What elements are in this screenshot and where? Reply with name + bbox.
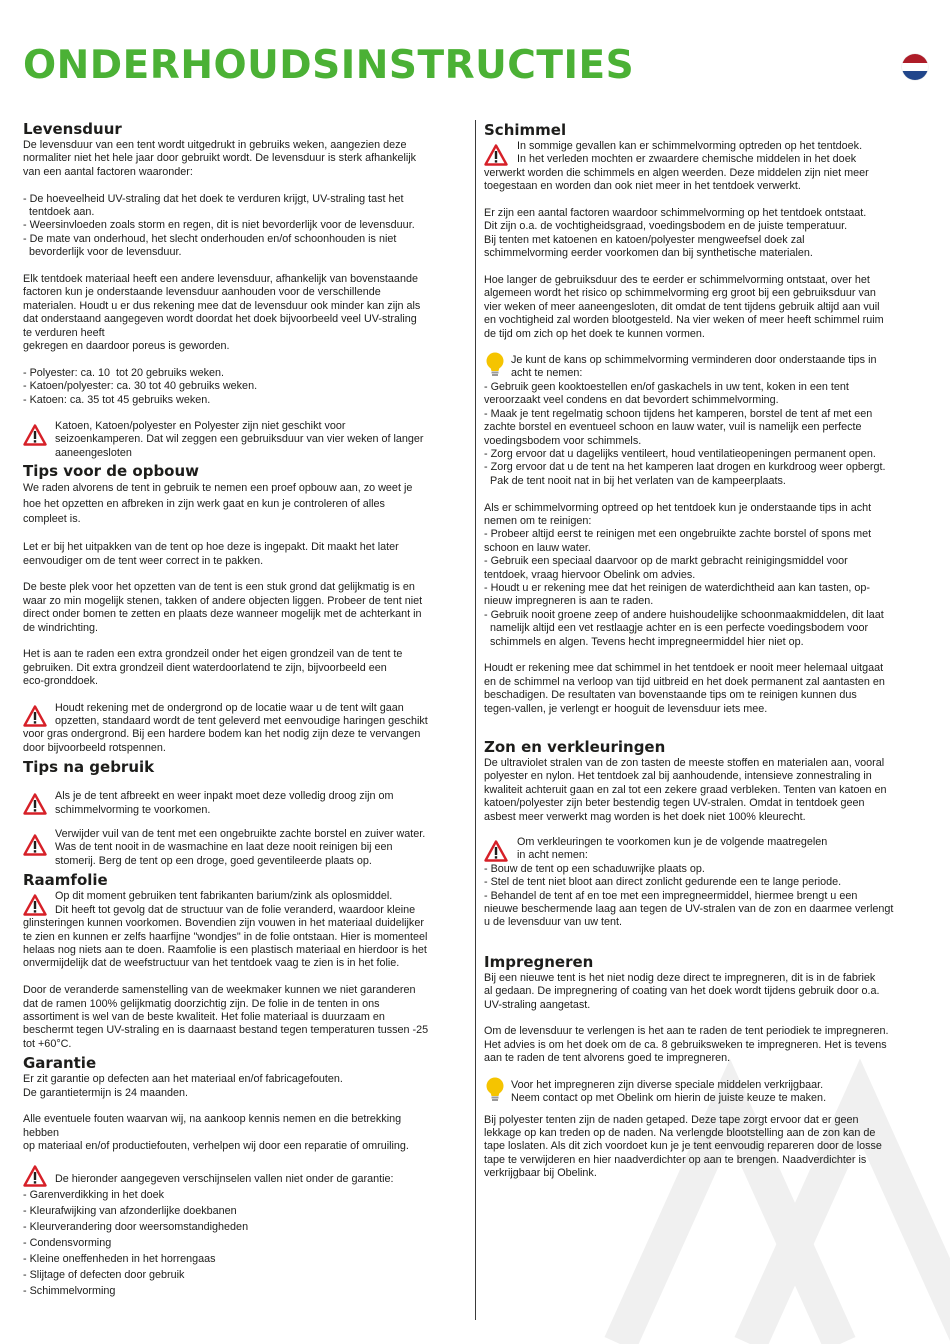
list-item: - Kleurverandering door weersomstandigheden — [23, 1220, 249, 1233]
paragraph: Bij polyester tenten zijn de naden getaped. Deze tape zorgt ervoor dat er geen lekkage op kan treden op de naden. Na verlengde blootstelling aan de zon kan de tape loslaten. Als dit zich voordoet kun je je tent eenvoudig repareren door de losse tape te verwijderen en hier naadverdichter op aan te brengen. Naadverdichter is verkrijgbaar bij Obelink. — [484, 1113, 882, 1180]
paragraph: Het is aan te raden een extra grondzeil onder het eigen grondzeil van de tent te gebruiken. Dit extra grondzeil dient waterdoorlatend te zijn, bijvoorbeeld een eco-gronddoek. — [23, 648, 403, 688]
warning-text: In sommige gevallen kan er schimmelvorming optreden op het tentdoek. In het verleden mochten er zwaardere chemische middelen in het doek — [517, 140, 863, 166]
list-item: - Garenverdikking in het doek — [23, 1188, 165, 1201]
list-item: - Condensvorming — [23, 1236, 112, 1249]
page-title: ONDERHOUDSINSTRUCTIES — [23, 43, 635, 88]
warning-note — [23, 1165, 468, 1187]
section-na-gebruik — [23, 758, 468, 868]
section-raamfolie — [23, 871, 468, 1051]
warning-text: Houdt rekening met de ondergrond op de locatie waar u de tent wilt gaan opzetten, standaard wordt de tent geleverd met eenvoudige haringen geschikt — [55, 701, 428, 728]
section-heading: Raamfolie — [23, 871, 108, 890]
measure-list: - Bouw de tent op een schaduwrijke plaats op. - Stel de tent niet bloot aan direct zonlicht gedurende een te lange periode. - Behandel de tent af en toe met een impregneermiddel, hiermee brengt u een nieuwe beschermende laag aan tegen de UV-stralen van de zon en daarmee verlengt u de levensduur van uw tent. — [484, 862, 894, 929]
exclusion-list — [23, 1187, 468, 1299]
warning-note — [23, 790, 468, 817]
section-impregneren — [484, 953, 929, 1181]
tip-text: Voor het impregneren zijn diverse speciale middelen verkrijgbaar. Neem contact op met Obelink om hierin de juiste keuze te maken. — [511, 1078, 827, 1105]
warning-triangle-icon — [23, 793, 47, 815]
warning-text: Om verkleuringen te voorkomen kun je de volgende maatregelen in acht nemen: — [517, 836, 828, 862]
warning-triangle-icon — [484, 144, 508, 166]
paragraph: Houdt er rekening mee dat schimmel in het tentdoek er nooit meer helemaal uitgaat en de schimmel na verloop van tijd uitbreid en het doek permanent zal aantasten en beschadigen. De resultaten van bovenstaande tips om te reinigen kunnen dus tegen-vallen, je verlengt er hooguit de levensduur iets mee. — [484, 662, 885, 715]
paragraph: Elk tentdoek materiaal heeft een andere levensduur, afhankelijk van bovenstaande factoren kun je onderstaande levensduur aanhouden voor de verschillende materialen. Houdt u er dus rekening mee dat de levensduur ook minder kan zijn als dat onderstaand aangegeven wordt doordat het doek bijvoorbeeld veel UV-straling te verduren heeft gekregen en daardoor poreus is geworden. — [23, 273, 421, 353]
list-item: - Slijtage of defecten door gebruik — [23, 1268, 185, 1281]
warning-text-continued: verwerkt worden die schimmels en algen weerden. Deze middelen zijn niet meer toegestaan en worden dan ook niet meer in het tentdoek verwerkt. — [484, 166, 869, 193]
tip-note — [484, 1077, 929, 1106]
warning-triangle-icon — [23, 894, 47, 916]
dutch-flag-icon — [902, 54, 928, 80]
section-opbouw — [23, 462, 468, 755]
warning-text: Verwijder vuil van de tent met een ongebruikte zachte borstel en zuiver water. Was de tent nooit in de wasmachine en laat deze nooit reinigen bij een stomerij. Berg de tent op een droge, goed geventileerde plaats op. — [55, 828, 426, 867]
list-item: - Kleine oneffenheden in het horrengaas — [23, 1252, 216, 1265]
warning-text-continued: glinsteringen kunnen voorkomen. Bovendien zijn vouwen in het materiaal duidelijker te zien en kunnen er zelfs haarfijne "wondjes" in de folie ontstaan. Hier is momenteel helaas nog niets aan te doen. Raamfolie is een plastisch materiaal en hierdoor is het onvermijdelijk dat de weefstructuur van het tentdoek vaag te zien is in het folie. — [23, 917, 428, 970]
duration-list: - Polyester: ca. 10 tot 20 gebruiks weken. - Katoen/polyester: ca. 30 tot 40 gebruiks weken. - Katoen: ca. 35 tot 45 gebruiks weken. — [23, 366, 258, 406]
lightbulb-icon — [484, 352, 506, 378]
warning-triangle-icon — [23, 424, 47, 446]
paragraph: De levensduur van een tent wordt uitgedrukt in gebruiks weken, aangezien deze normaliter niet het hele jaar door gebruikt wordt. De levensduur is sterk afhankelijk van een aantal factoren waaronder: — [23, 139, 417, 178]
paragraph: Bij een nieuwe tent is het niet nodig deze direct te impregneren, dit is in de fabriek al gedaan. De impregnering of coating van het doek wordt tijdens gebruik door o.a. UV-straling aangetast. — [484, 971, 880, 1011]
tip-note — [484, 352, 929, 381]
right-column — [484, 121, 929, 1181]
section-heading: Garantie — [23, 1054, 97, 1073]
list-item: - Schimmelvorming — [23, 1284, 116, 1297]
warning-note — [484, 140, 929, 194]
section-levensduur — [23, 120, 468, 460]
warning-note — [484, 836, 929, 863]
column-divider — [475, 120, 476, 1320]
paragraph: Hoe langer de gebruiksduur des te eerder er schimmelvorming ontstaat, over het algemeen wordt het risico op schimmelvorming erg groot bij een gebruiksduur van vier weken of meer aaneengesloten, dit omdat de tent tijdens gebruik altijd aan vuil en vochtigheid zal worden blootgesteld. Na vier weken of meer heeft schimmel ruim de tijd om zich op het doek te kunnen vormen. — [484, 274, 884, 340]
paragraph: Let er bij het uitpakken van de tent op hoe deze is ingepakt. Dit maakt het later eenvoudiger om de tent weer correct in te pakken. — [23, 541, 399, 567]
warning-triangle-icon — [23, 1165, 47, 1187]
tip-list: - Gebruik geen kooktoestellen en/of gaskachels in uw tent, koken in een tent veroorzaakt veel condens en dat bevordert schimmelvorming. - Maak je tent regelmatig schoon tijdens het kamperen, borstel de tent af met een zachte borstel en eventueel schoon en lauw water, vuil is namelijk een perfecte voedingsbodem voor schimmels. - Zorg ervoor dat u dagelijks ventileert, houd ventilatieopeningen permanent open. - Zorg ervoor dat u de tent na het kamperen laat drogen en kurkdroog weer opbergt. Pak de tent nooit nat in bij het verlaten van de kampeerplaats. — [484, 380, 886, 487]
warning-text: Op dit moment gebruiken tent fabrikanten barium/zink als oplosmiddel. Dit heeft tot gevolg dat de structuur van de folie veranderd, waardoor kleine — [55, 890, 416, 916]
tip-text: Je kunt de kans op schimmelvorming verminderen door onderstaande tips in acht te nemen: — [511, 354, 877, 380]
paragraph: Er zit garantie op defecten aan het materiaal en/of fabricagefouten. De garantietermijn is 24 maanden. — [23, 1073, 343, 1099]
section-heading: Levensduur — [23, 120, 122, 138]
section-heading: Tips na gebruik — [23, 758, 155, 777]
paragraph: Er zijn een aantal factoren waardoor schimmelvorming op het tentdoek ontstaat. Dit zijn o.a. de vochtigheidsgraad, voedingsbodem en de juiste temperatuur. Bij tenten met katoenen en katoen/polyester mengweefsel doek zal schimmelvorming eerder voorkomen dan bij synthetische materialen. — [484, 207, 867, 260]
warning-text: Als je de tent afbreekt en weer inpakt moet deze volledig droog zijn om schimmelvorming te voorkomen. — [55, 790, 394, 816]
warning-note — [23, 828, 468, 868]
section-heading: Zon en verkleuringen — [484, 738, 666, 756]
section-heading: Tips voor de opbouw — [23, 462, 200, 481]
warning-text-continued: voor gras ondergrond. Bij een hardere bodem kan het nodig zijn deze te vervangen door bijvoorbeeld rotspennen. — [23, 728, 421, 754]
paragraph: Door de veranderde samenstelling van de weekmaker kunnen we niet garanderen dat de ramen 100% gelijkmatig doorzichtig zijn. De folie in de tenten in ons assortiment is wel van de beste kwaliteit. Het folie materiaal is duurzaam en beschermt tegen UV-straling en is daarnaast bestand tegen temperaturen tussen -25 tot +60°C. — [23, 984, 429, 1050]
list-item: - Kleurafwijking van afzonderlijke doekbanen — [23, 1204, 237, 1217]
paragraph: Alle eventuele fouten waarvan wij, na aankoop kennis nemen en die betrekking hebben op materiaal en/of productiefouten, verhelpen wij door een reparatie of omruiling. — [23, 1113, 409, 1153]
lightbulb-icon — [484, 1077, 506, 1103]
factor-list: - De hoeveelheid UV-straling dat het doek te verduren krijgt, UV-straling tast het tentdoek aan. - Weersinvloeden zoals storm en regen, dit is niet bevorderlijk voor de levensduur. - De mate van onderhoud, het slecht onderhouden en/of schoonhouden is niet bevorderlijk voor de levensduur. — [23, 192, 415, 259]
section-zon — [484, 738, 929, 930]
section-garantie — [23, 1054, 468, 1298]
section-heading: Impregneren — [484, 952, 594, 971]
paragraph: De beste plek voor het opzetten van de tent is een stuk grond dat gelijkmatig is en waar zo min mogelijk stenen, takken of andere objecten liggen. Probeer de tent niet direct onder bomen te zetten en plaats deze wanneer mogelijk met de achterkant in de windrichting. — [23, 581, 423, 634]
section-schimmel — [484, 121, 929, 716]
warning-note — [23, 890, 468, 970]
warning-text: Katoen, Katoen/polyester en Polyester zijn niet geschikt voor seizoenkamperen. Dat wil zeggen een gebruiksduur van vier weken of langer aaneengesloten — [55, 420, 424, 459]
warning-note — [23, 420, 468, 460]
warning-triangle-icon — [23, 705, 47, 727]
warning-triangle-icon — [23, 834, 47, 856]
paragraph: We raden alvorens de tent in gebruik te nemen een proef opbouw aan, zo weet je hoe het opzetten en afbreken in zijn werk gaat en kun je controleren of alles compleet is. — [23, 482, 413, 526]
paragraph: Om de levensduur te verlengen is het aan te raden de tent periodiek te impregneren. Het advies is om het doek om de ca. 8 gebruiksweken te impregneren. Het is tevens aan te raden de tent alvorens goed te impregneren. — [484, 1025, 889, 1065]
left-column — [23, 120, 468, 1299]
warning-note — [23, 702, 468, 756]
paragraph: Als er schimmelvorming optreed op het tentdoek kun je onderstaande tips in acht nemen om te reinigen: - Probeer altijd eerst te reinigen met een ongebruikte zachte borstel of spons met schoon en lauw water. - Gebruik een speciaal daarvoor op de markt gebracht reinigingsmiddel voor tentdoek, vraag hiervoor Obelink om advies. - Houdt u er rekening mee dat het reinigen de waterdichtheid aan kan tasten, op- nieuw impregneren is aan te raden. - Gebruik nooit groene zeep of andere huishoudelijke schoonmaakmiddelen, dit laat namelijk altijd een vet restlaagje achter en is een perfecte voedingsbodem voor schimmels en algen. Tevens hecht impregneermiddel hier niet op. — [484, 501, 884, 648]
paragraph: De ultraviolet stralen van de zon tasten de meeste stoffen en materialen aan, vooral polyester en nylon. Het tentdoek zal bij aanhoudende, intensieve zonnestraling in kwaliteit achteruit gaan en zal tot een zekere graad verbleken. Tenten van katoen en katoen/polyester zijn beter bestendig tegen UV-stralen. Omdat in tentdoek geen asbest meer verwerkt mag worden is het doek niet 100% kleurecht. — [484, 757, 887, 823]
warning-text: De hieronder aangegeven verschijnselen vallen niet onder de garantie: — [55, 1172, 394, 1185]
warning-triangle-icon — [484, 840, 508, 862]
section-heading: Schimmel — [484, 121, 567, 139]
